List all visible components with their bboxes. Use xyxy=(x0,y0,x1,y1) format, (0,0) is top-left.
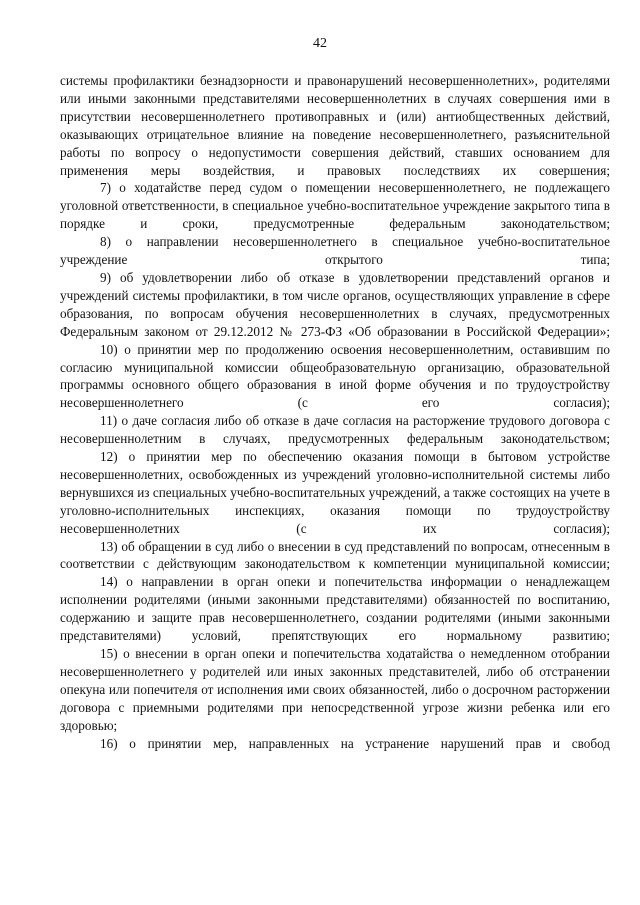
paragraph-item-10: 10) о принятии мер по продолжению освоения несовершеннолетним, оставившим по согласию муниципальной комиссии общеобразовательную организацию, образовательной программы основного общего образования в иной форме обучения и по трудоустройству несовершеннолетнего (с его согласия); xyxy=(60,341,610,411)
paragraph-item-7: 7) о ходатайстве перед судом о помещении несовершеннолетнего, не подлежащего уголовной ответственности, в специальное учебно-воспитательное учреждение закрытого типа в порядке и сроки, предусмотренные федеральным законодательством; xyxy=(60,180,610,232)
paragraph-continuation: системы профилактики безнадзорности и правонарушений несовершеннолетних», родителями или иными законными представителями несовершеннолетних в случаях совершения ими в присутствии несовершеннолетнего противоправных и (или) антиобщественных действий, оказывающих отрицательное влияние на поведение несовершеннолетнего, разъяснительной работы по вопросу о недопустимости совершения действий, ставших основанием для применения меры воздействия, и правовых последствиях их совершения; xyxy=(60,73,610,178)
paragraph-item-11: 11) о даче согласия либо об отказе в даче согласия на расторжение трудового договора с несовершеннолетним в случаях, предусмотренных федеральным законодательством; xyxy=(60,413,610,447)
document-body xyxy=(60,72,610,752)
paragraph-item-13: 13) об обращении в суд либо о внесении в суд представлений по вопросам, отнесенным в соответствии с действующим законодательством к компетенции муниципальной комиссии; xyxy=(60,538,610,572)
paragraph-item-16: 16) о принятии мер, направленных на устранение нарушений прав и свобод xyxy=(100,735,610,751)
paragraph-item-12: 12) о принятии мер по обеспечению оказания помощи в бытовом устройстве несовершеннолетних, освобожденных из учреждений уголовно-исполнительной системы либо вернувшихся из специальных учебно-воспитательных учреждений, а также состоящих на учете в уголовно-исполнительных инспекциях, оказания помощи по трудоустройству несовершеннолетних (с их согласия); xyxy=(60,449,610,536)
paragraph-item-14: 14) о направлении в орган опеки и попечительства информации о ненадлежащем исполнении родителями (иными законными представителями) обязанностей по воспитанию, содержанию и защите прав несовершеннолетнего, создании родителями (иными законными представителями) условий, препятствующих его нормальному развитию; xyxy=(60,574,610,644)
page-number: 42 xyxy=(313,36,327,51)
paragraph-item-15: 15) о внесении в орган опеки и попечительства ходатайства о немедленном отобрании несовершеннолетнего у родителей или иных законных представителей, либо об отстранении опекуна или попечителя от исполнения ими своих обязанностей, либо о досрочном расторжении договора с приемными родителями при непосредственной угрозе жизни ребенка или его здоровью; xyxy=(60,646,610,733)
paragraph-item-9: 9) об удовлетворении либо об отказе в удовлетворении представлений органов и учреждений системы профилактики, в том числе органов, осуществляющих управление в сфере образования, по вопросам обучения несовершеннолетних в случаях, предусмотренных Федеральным законом от 29.12.2012 № 273-ФЗ «Об образовании в Российской Федерации»; xyxy=(60,269,610,339)
paragraph-item-8: 8) о направлении несовершеннолетнего в специальное учебно-воспитательное учреждение открытого типа; xyxy=(60,234,610,268)
